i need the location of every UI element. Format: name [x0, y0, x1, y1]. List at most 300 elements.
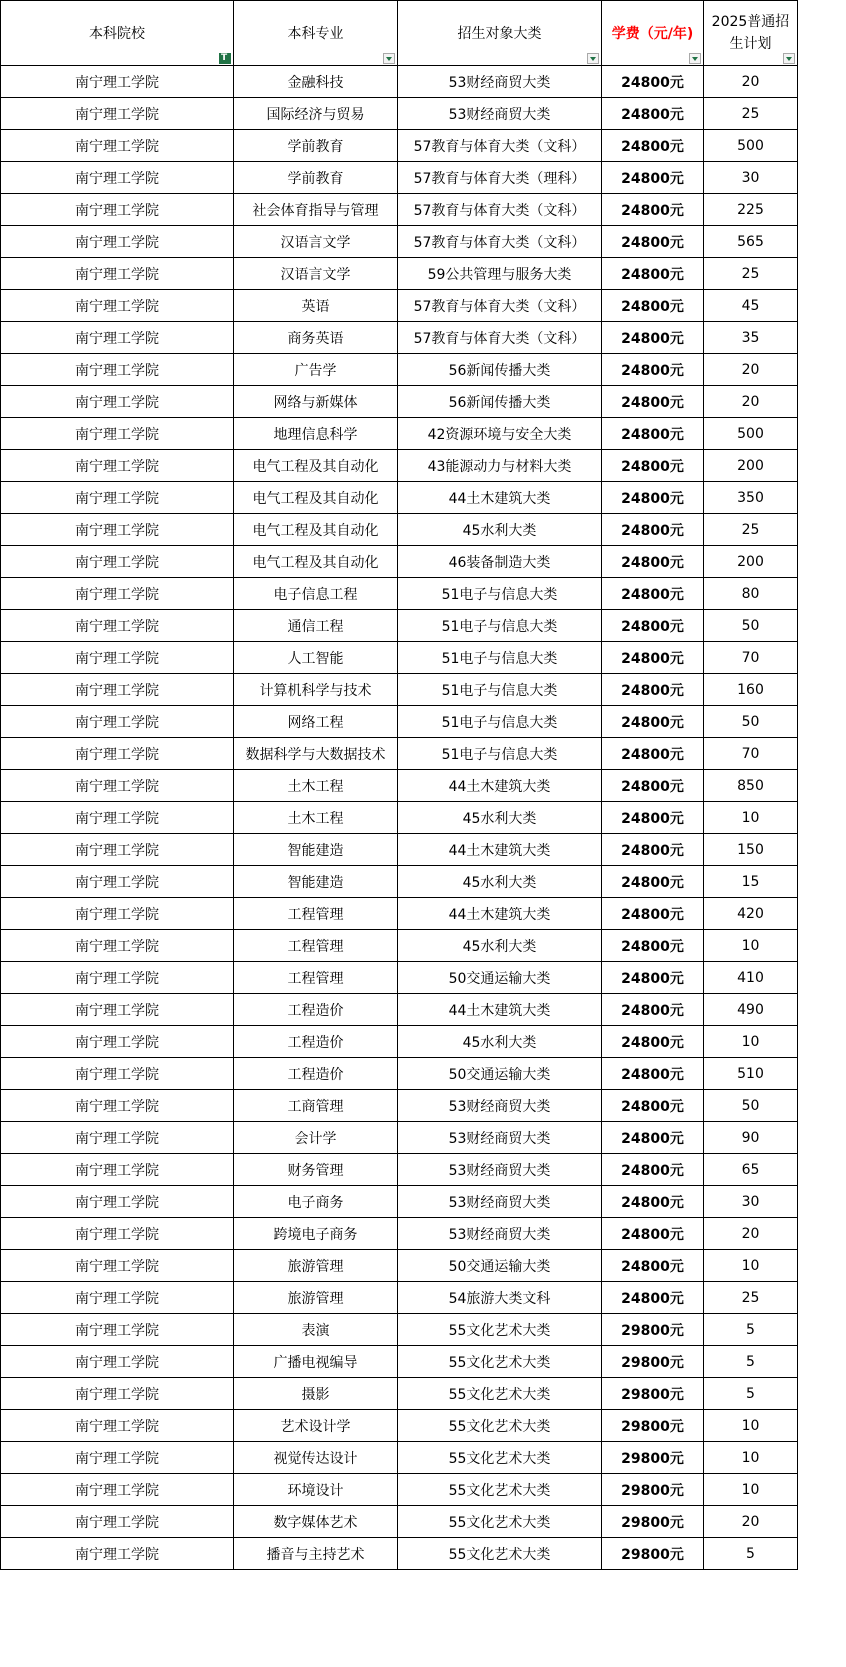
cell-fee[interactable]: 29800元 [602, 1410, 704, 1442]
cell-major[interactable]: 土木工程 [234, 802, 398, 834]
cell-plan[interactable]: 30 [704, 1186, 798, 1218]
cell-plan[interactable]: 410 [704, 962, 798, 994]
cell-category[interactable]: 55文化艺术大类 [398, 1378, 602, 1410]
cell-fee[interactable]: 24800元 [602, 1186, 704, 1218]
cell-fee[interactable]: 24800元 [602, 898, 704, 930]
cell-major[interactable]: 财务管理 [234, 1154, 398, 1186]
cell-major[interactable]: 工程管理 [234, 898, 398, 930]
cell-fee[interactable]: 24800元 [602, 706, 704, 738]
filter-dropdown-icon[interactable] [587, 53, 599, 64]
cell-plan[interactable]: 350 [704, 482, 798, 514]
table-row [1, 802, 798, 834]
cell-fee[interactable]: 24800元 [602, 194, 704, 226]
cell-fee[interactable]: 24800元 [602, 994, 704, 1026]
cell-category[interactable]: 54旅游大类文科 [398, 1282, 602, 1314]
cell-school[interactable]: 南宁理工学院 [1, 1058, 234, 1090]
cell-fee[interactable]: 24800元 [602, 802, 704, 834]
cell-fee[interactable]: 24800元 [602, 98, 704, 130]
header-category-label: 招生对象大类 [457, 26, 542, 42]
cell-category[interactable]: 50交通运输大类 [398, 1058, 602, 1090]
cell-category[interactable]: 57教育与体育大类（文科） [398, 130, 602, 162]
cell-school[interactable]: 南宁理工学院 [1, 1474, 234, 1506]
cell-major[interactable]: 电子信息工程 [234, 578, 398, 610]
cell-category[interactable]: 53财经商贸大类 [398, 98, 602, 130]
table-row [1, 994, 798, 1026]
cell-major[interactable]: 网络与新媒体 [234, 386, 398, 418]
header-plan-label-line2: 生计划 [729, 36, 772, 52]
cell-category[interactable]: 56新闻传播大类 [398, 386, 602, 418]
cell-school[interactable]: 南宁理工学院 [1, 66, 234, 98]
cell-fee[interactable]: 24800元 [602, 290, 704, 322]
table-row [1, 1154, 798, 1186]
cell-school[interactable]: 南宁理工学院 [1, 354, 234, 386]
cell-fee[interactable]: 24800元 [602, 1026, 704, 1058]
cell-school[interactable]: 南宁理工学院 [1, 1378, 234, 1410]
cell-fee[interactable]: 24800元 [602, 674, 704, 706]
table-row [1, 258, 798, 290]
table-row [1, 770, 798, 802]
cell-fee[interactable]: 24800元 [602, 258, 704, 290]
cell-category[interactable]: 44土木建筑大类 [398, 898, 602, 930]
cell-category[interactable]: 51电子与信息大类 [398, 642, 602, 674]
cell-school[interactable]: 南宁理工学院 [1, 674, 234, 706]
table-row [1, 962, 798, 994]
cell-category[interactable]: 44土木建筑大类 [398, 482, 602, 514]
cell-major[interactable]: 广告学 [234, 354, 398, 386]
cell-school[interactable]: 南宁理工学院 [1, 1250, 234, 1282]
cell-fee[interactable]: 29800元 [602, 1314, 704, 1346]
cell-fee[interactable]: 24800元 [602, 1250, 704, 1282]
cell-plan[interactable]: 500 [704, 130, 798, 162]
cell-plan[interactable]: 490 [704, 994, 798, 1026]
cell-plan[interactable]: 30 [704, 162, 798, 194]
cell-plan[interactable]: 20 [704, 1218, 798, 1250]
cell-school[interactable]: 南宁理工学院 [1, 1410, 234, 1442]
header-major [234, 1, 398, 66]
cell-school[interactable]: 南宁理工学院 [1, 610, 234, 642]
cell-school[interactable]: 南宁理工学院 [1, 290, 234, 322]
cell-fee[interactable]: 24800元 [602, 1090, 704, 1122]
header-fee [602, 1, 704, 66]
cell-category[interactable]: 55文化艺术大类 [398, 1346, 602, 1378]
cell-plan[interactable]: 10 [704, 1442, 798, 1474]
cell-major[interactable]: 国际经济与贸易 [234, 98, 398, 130]
header-fee-label: 学费（元/年) [611, 26, 694, 42]
cell-category[interactable]: 57教育与体育大类（文科） [398, 290, 602, 322]
table-row [1, 1282, 798, 1314]
cell-plan[interactable]: 50 [704, 1090, 798, 1122]
cell-fee[interactable]: 24800元 [602, 354, 704, 386]
table-row [1, 1346, 798, 1378]
cell-school[interactable]: 南宁理工学院 [1, 802, 234, 834]
cell-fee[interactable]: 24800元 [602, 1218, 704, 1250]
cell-plan[interactable]: 5 [704, 1314, 798, 1346]
table-row [1, 1026, 798, 1058]
cell-school[interactable]: 南宁理工学院 [1, 194, 234, 226]
cell-major[interactable]: 环境设计 [234, 1474, 398, 1506]
cell-fee[interactable]: 24800元 [602, 738, 704, 770]
cell-school[interactable]: 南宁理工学院 [1, 1218, 234, 1250]
cell-major[interactable]: 工程管理 [234, 962, 398, 994]
cell-fee[interactable]: 24800元 [602, 1154, 704, 1186]
cell-major[interactable]: 社会体育指导与管理 [234, 194, 398, 226]
cell-category[interactable]: 51电子与信息大类 [398, 610, 602, 642]
table-row [1, 1250, 798, 1282]
cell-fee[interactable]: 29800元 [602, 1346, 704, 1378]
table-row [1, 1314, 798, 1346]
cell-school[interactable]: 南宁理工学院 [1, 1122, 234, 1154]
cell-plan[interactable]: 65 [704, 1154, 798, 1186]
cell-category[interactable]: 44土木建筑大类 [398, 770, 602, 802]
cell-fee[interactable]: 24800元 [602, 450, 704, 482]
cell-category[interactable]: 57教育与体育大类（理科） [398, 162, 602, 194]
cell-plan[interactable]: 10 [704, 802, 798, 834]
table-row [1, 1410, 798, 1442]
cell-major[interactable]: 电气工程及其自动化 [234, 546, 398, 578]
cell-school[interactable]: 南宁理工学院 [1, 962, 234, 994]
cell-school[interactable]: 南宁理工学院 [1, 866, 234, 898]
cell-plan[interactable]: 25 [704, 98, 798, 130]
cell-fee[interactable]: 24800元 [602, 930, 704, 962]
cell-plan[interactable]: 20 [704, 1506, 798, 1538]
cell-fee[interactable]: 24800元 [602, 322, 704, 354]
cell-plan[interactable]: 70 [704, 642, 798, 674]
cell-major[interactable]: 通信工程 [234, 610, 398, 642]
cell-major[interactable]: 商务英语 [234, 322, 398, 354]
cell-category[interactable]: 55文化艺术大类 [398, 1410, 602, 1442]
cell-category[interactable]: 45水利大类 [398, 514, 602, 546]
cell-plan[interactable]: 850 [704, 770, 798, 802]
table-row [1, 706, 798, 738]
cell-plan[interactable]: 10 [704, 930, 798, 962]
table-row [1, 1442, 798, 1474]
cell-school[interactable]: 南宁理工学院 [1, 386, 234, 418]
cell-category[interactable]: 42资源环境与安全大类 [398, 418, 602, 450]
cell-school[interactable]: 南宁理工学院 [1, 1314, 234, 1346]
cell-fee[interactable]: 24800元 [602, 514, 704, 546]
cell-plan[interactable]: 225 [704, 194, 798, 226]
cell-school[interactable]: 南宁理工学院 [1, 482, 234, 514]
header-major-label: 本科专业 [287, 26, 344, 42]
cell-major[interactable]: 电气工程及其自动化 [234, 482, 398, 514]
cell-category[interactable]: 56新闻传播大类 [398, 354, 602, 386]
table-row [1, 1378, 798, 1410]
cell-plan[interactable]: 20 [704, 354, 798, 386]
table-row [1, 98, 798, 130]
cell-category[interactable]: 59公共管理与服务大类 [398, 258, 602, 290]
table-row [1, 1186, 798, 1218]
header-row [1, 1, 798, 66]
table-row [1, 1090, 798, 1122]
cell-category[interactable]: 57教育与体育大类（文科） [398, 226, 602, 258]
cell-fee[interactable]: 24800元 [602, 130, 704, 162]
cell-fee[interactable]: 24800元 [602, 834, 704, 866]
cell-fee[interactable]: 29800元 [602, 1538, 704, 1570]
cell-major[interactable]: 数据科学与大数据技术 [234, 738, 398, 770]
cell-major[interactable]: 金融科技 [234, 66, 398, 98]
cell-school[interactable]: 南宁理工学院 [1, 1186, 234, 1218]
table-body [1, 66, 798, 1570]
cell-plan[interactable]: 420 [704, 898, 798, 930]
table-row [1, 738, 798, 770]
cell-category[interactable]: 44土木建筑大类 [398, 834, 602, 866]
cell-plan[interactable]: 10 [704, 1026, 798, 1058]
cell-plan[interactable]: 510 [704, 1058, 798, 1090]
filter-dropdown-icon[interactable] [689, 53, 701, 64]
cell-plan[interactable]: 200 [704, 546, 798, 578]
cell-fee[interactable]: 24800元 [602, 578, 704, 610]
cell-major[interactable]: 播音与主持艺术 [234, 1538, 398, 1570]
cell-major[interactable]: 工程造价 [234, 994, 398, 1026]
cell-category[interactable]: 55文化艺术大类 [398, 1538, 602, 1570]
cell-major[interactable]: 计算机科学与技术 [234, 674, 398, 706]
cell-major[interactable]: 电气工程及其自动化 [234, 514, 398, 546]
filter-dropdown-icon[interactable] [783, 53, 795, 64]
cell-major[interactable]: 数字媒体艺术 [234, 1506, 398, 1538]
cell-school[interactable]: 南宁理工学院 [1, 1090, 234, 1122]
filter-dropdown-icon[interactable] [383, 53, 395, 64]
cell-fee[interactable]: 24800元 [602, 962, 704, 994]
cell-major[interactable]: 电气工程及其自动化 [234, 450, 398, 482]
cell-category[interactable]: 51电子与信息大类 [398, 738, 602, 770]
cell-school[interactable]: 南宁理工学院 [1, 514, 234, 546]
cell-fee[interactable]: 24800元 [602, 1282, 704, 1314]
cell-category[interactable]: 44土木建筑大类 [398, 994, 602, 1026]
cell-plan[interactable]: 10 [704, 1410, 798, 1442]
cell-fee[interactable]: 24800元 [602, 1122, 704, 1154]
cell-plan[interactable]: 5 [704, 1346, 798, 1378]
cell-category[interactable]: 55文化艺术大类 [398, 1314, 602, 1346]
cell-school[interactable]: 南宁理工学院 [1, 98, 234, 130]
table-row [1, 1122, 798, 1154]
cell-plan[interactable]: 50 [704, 610, 798, 642]
table-row [1, 578, 798, 610]
cell-major[interactable]: 旅游管理 [234, 1282, 398, 1314]
cell-fee[interactable]: 29800元 [602, 1474, 704, 1506]
cell-fee[interactable]: 24800元 [602, 866, 704, 898]
cell-major[interactable]: 智能建造 [234, 866, 398, 898]
cell-major[interactable]: 智能建造 [234, 834, 398, 866]
cell-plan[interactable]: 5 [704, 1378, 798, 1410]
table-row [1, 290, 798, 322]
cell-plan[interactable]: 25 [704, 514, 798, 546]
filter-active-icon[interactable] [219, 53, 231, 64]
table-row [1, 674, 798, 706]
table-row [1, 834, 798, 866]
table-row [1, 514, 798, 546]
table-row [1, 354, 798, 386]
cell-major[interactable]: 学前教育 [234, 130, 398, 162]
cell-plan[interactable]: 35 [704, 322, 798, 354]
cell-category[interactable]: 51电子与信息大类 [398, 674, 602, 706]
cell-category[interactable]: 51电子与信息大类 [398, 578, 602, 610]
cell-plan[interactable]: 25 [704, 258, 798, 290]
table-row [1, 1218, 798, 1250]
cell-plan[interactable]: 5 [704, 1538, 798, 1570]
cell-plan[interactable]: 20 [704, 66, 798, 98]
cell-plan[interactable]: 70 [704, 738, 798, 770]
cell-category[interactable]: 57教育与体育大类（文科） [398, 194, 602, 226]
cell-school[interactable]: 南宁理工学院 [1, 322, 234, 354]
cell-plan[interactable]: 500 [704, 418, 798, 450]
cell-school[interactable]: 南宁理工学院 [1, 994, 234, 1026]
cell-school[interactable]: 南宁理工学院 [1, 1282, 234, 1314]
cell-school[interactable]: 南宁理工学院 [1, 770, 234, 802]
cell-major[interactable]: 跨境电子商务 [234, 1218, 398, 1250]
cell-school[interactable]: 南宁理工学院 [1, 898, 234, 930]
cell-school[interactable]: 南宁理工学院 [1, 162, 234, 194]
cell-category[interactable]: 43能源动力与材料大类 [398, 450, 602, 482]
cell-major[interactable]: 摄影 [234, 1378, 398, 1410]
cell-plan[interactable]: 20 [704, 386, 798, 418]
table-row [1, 642, 798, 674]
table-row [1, 418, 798, 450]
cell-plan[interactable]: 160 [704, 674, 798, 706]
cell-major[interactable]: 电子商务 [234, 1186, 398, 1218]
cell-school[interactable]: 南宁理工学院 [1, 1506, 234, 1538]
table-row [1, 226, 798, 258]
cell-category[interactable]: 46装备制造大类 [398, 546, 602, 578]
cell-school[interactable]: 南宁理工学院 [1, 418, 234, 450]
cell-category[interactable]: 53财经商贸大类 [398, 66, 602, 98]
table-row [1, 482, 798, 514]
table-row [1, 1474, 798, 1506]
header-plan [704, 1, 798, 66]
cell-category[interactable]: 45水利大类 [398, 866, 602, 898]
cell-plan[interactable]: 10 [704, 1250, 798, 1282]
cell-school[interactable]: 南宁理工学院 [1, 258, 234, 290]
cell-category[interactable]: 55文化艺术大类 [398, 1442, 602, 1474]
cell-major[interactable]: 工程造价 [234, 1026, 398, 1058]
cell-major[interactable]: 广播电视编导 [234, 1346, 398, 1378]
cell-major[interactable]: 视觉传达设计 [234, 1442, 398, 1474]
cell-plan[interactable]: 80 [704, 578, 798, 610]
cell-fee[interactable]: 24800元 [602, 610, 704, 642]
cell-plan[interactable]: 50 [704, 706, 798, 738]
table-row [1, 866, 798, 898]
table-row [1, 610, 798, 642]
table-row [1, 194, 798, 226]
table-row [1, 66, 798, 98]
cell-fee[interactable]: 24800元 [602, 162, 704, 194]
cell-major[interactable]: 工程管理 [234, 930, 398, 962]
cell-major[interactable]: 会计学 [234, 1122, 398, 1154]
cell-school[interactable]: 南宁理工学院 [1, 706, 234, 738]
cell-category[interactable]: 55文化艺术大类 [398, 1506, 602, 1538]
cell-category[interactable]: 55文化艺术大类 [398, 1474, 602, 1506]
cell-school[interactable]: 南宁理工学院 [1, 930, 234, 962]
cell-category[interactable]: 53财经商贸大类 [398, 1186, 602, 1218]
cell-fee[interactable]: 29800元 [602, 1442, 704, 1474]
cell-category[interactable]: 53财经商贸大类 [398, 1122, 602, 1154]
cell-plan[interactable]: 15 [704, 866, 798, 898]
cell-plan[interactable]: 200 [704, 450, 798, 482]
cell-major[interactable]: 汉语言文学 [234, 226, 398, 258]
cell-major[interactable]: 艺术设计学 [234, 1410, 398, 1442]
table-row [1, 898, 798, 930]
cell-fee[interactable]: 24800元 [602, 482, 704, 514]
cell-plan[interactable]: 565 [704, 226, 798, 258]
cell-major[interactable]: 土木工程 [234, 770, 398, 802]
table-row [1, 130, 798, 162]
cell-plan[interactable]: 90 [704, 1122, 798, 1154]
cell-fee[interactable]: 29800元 [602, 1378, 704, 1410]
cell-major[interactable]: 工程造价 [234, 1058, 398, 1090]
cell-major[interactable]: 英语 [234, 290, 398, 322]
cell-plan[interactable]: 10 [704, 1474, 798, 1506]
cell-category[interactable]: 53财经商贸大类 [398, 1218, 602, 1250]
table-row [1, 322, 798, 354]
cell-category[interactable]: 51电子与信息大类 [398, 706, 602, 738]
header-school-label: 本科院校 [89, 26, 145, 42]
cell-major[interactable]: 网络工程 [234, 706, 398, 738]
cell-fee[interactable]: 24800元 [602, 226, 704, 258]
cell-school[interactable]: 南宁理工学院 [1, 130, 234, 162]
table-row [1, 930, 798, 962]
table-row [1, 1058, 798, 1090]
cell-category[interactable]: 50交通运输大类 [398, 962, 602, 994]
cell-fee[interactable]: 24800元 [602, 418, 704, 450]
cell-major[interactable]: 表演 [234, 1314, 398, 1346]
cell-major[interactable]: 汉语言文学 [234, 258, 398, 290]
cell-school[interactable]: 南宁理工学院 [1, 834, 234, 866]
cell-fee[interactable]: 24800元 [602, 770, 704, 802]
header-category [398, 1, 602, 66]
cell-major[interactable]: 旅游管理 [234, 1250, 398, 1282]
cell-school[interactable]: 南宁理工学院 [1, 578, 234, 610]
table-row [1, 1538, 798, 1570]
cell-major[interactable]: 人工智能 [234, 642, 398, 674]
cell-fee[interactable]: 24800元 [602, 546, 704, 578]
cell-plan[interactable]: 25 [704, 1282, 798, 1314]
cell-fee[interactable]: 24800元 [602, 1058, 704, 1090]
cell-school[interactable]: 南宁理工学院 [1, 1346, 234, 1378]
cell-fee[interactable]: 24800元 [602, 386, 704, 418]
cell-category[interactable]: 57教育与体育大类（文科） [398, 322, 602, 354]
header-plan-label-line1: 2025普通招 [711, 14, 790, 30]
cell-major[interactable]: 工商管理 [234, 1090, 398, 1122]
cell-fee[interactable]: 24800元 [602, 642, 704, 674]
table-row [1, 162, 798, 194]
cell-category[interactable]: 45水利大类 [398, 802, 602, 834]
cell-category[interactable]: 45水利大类 [398, 930, 602, 962]
cell-school[interactable]: 南宁理工学院 [1, 450, 234, 482]
cell-school[interactable]: 南宁理工学院 [1, 1154, 234, 1186]
cell-major[interactable]: 地理信息科学 [234, 418, 398, 450]
cell-category[interactable]: 53财经商贸大类 [398, 1090, 602, 1122]
cell-category[interactable]: 53财经商贸大类 [398, 1154, 602, 1186]
table-row [1, 546, 798, 578]
cell-school[interactable]: 南宁理工学院 [1, 546, 234, 578]
cell-fee[interactable]: 29800元 [602, 1506, 704, 1538]
cell-school[interactable]: 南宁理工学院 [1, 738, 234, 770]
cell-school[interactable]: 南宁理工学院 [1, 226, 234, 258]
cell-major[interactable]: 学前教育 [234, 162, 398, 194]
cell-category[interactable]: 45水利大类 [398, 1026, 602, 1058]
cell-school[interactable]: 南宁理工学院 [1, 1442, 234, 1474]
table-row [1, 1506, 798, 1538]
cell-fee[interactable]: 24800元 [602, 66, 704, 98]
table-row [1, 450, 798, 482]
table-row [1, 386, 798, 418]
header-school [1, 1, 234, 66]
cell-school[interactable]: 南宁理工学院 [1, 642, 234, 674]
cell-school[interactable]: 南宁理工学院 [1, 1026, 234, 1058]
cell-category[interactable]: 50交通运输大类 [398, 1250, 602, 1282]
cell-plan[interactable]: 150 [704, 834, 798, 866]
cell-plan[interactable]: 45 [704, 290, 798, 322]
cell-school[interactable]: 南宁理工学院 [1, 1538, 234, 1570]
